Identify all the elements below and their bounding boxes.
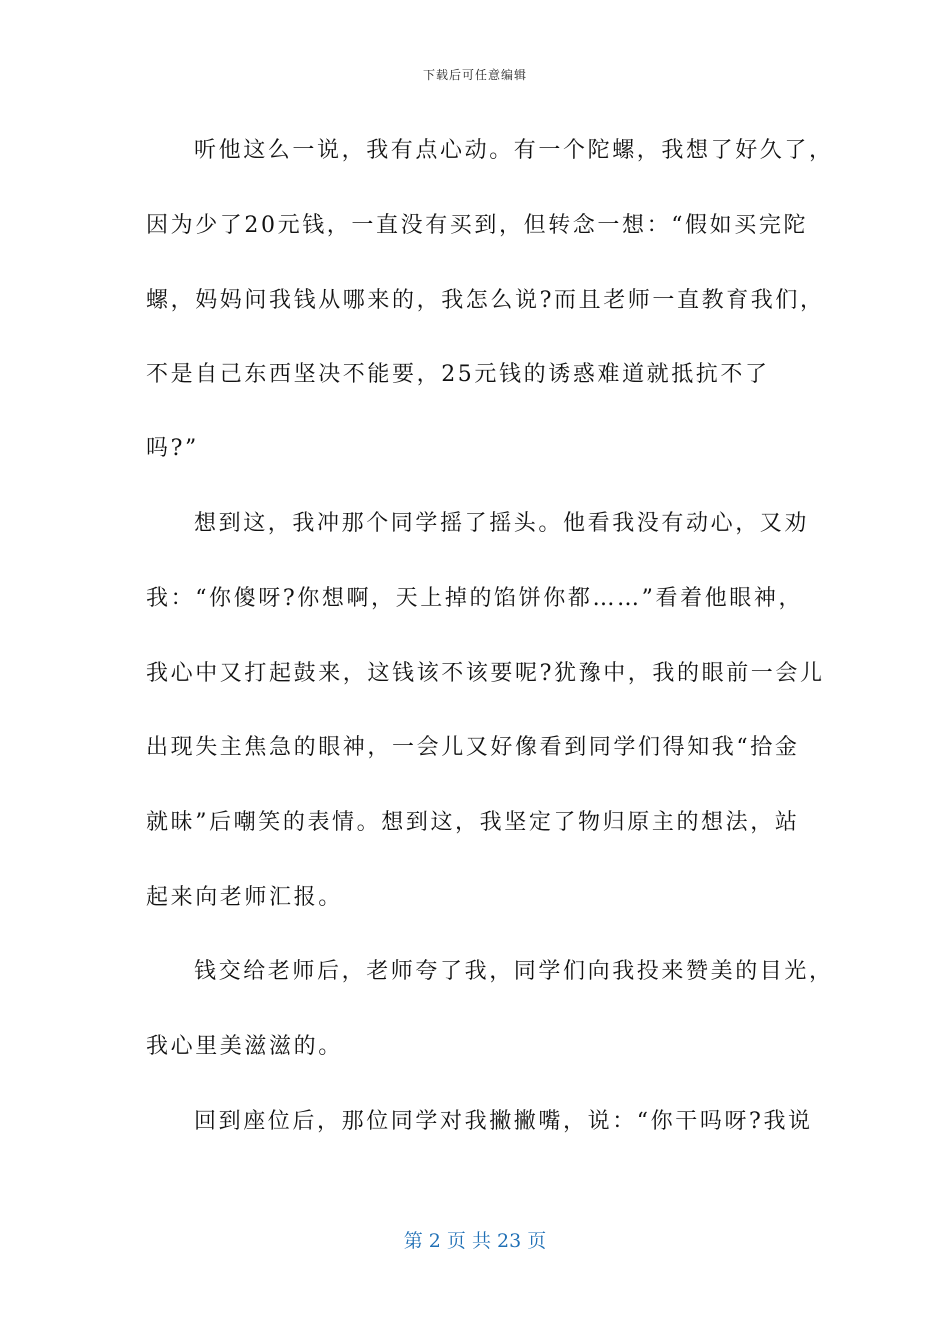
text-line: 我心中又打起鼓来，这钱该不该要呢?犹豫中，我的眼前一会儿 — [146, 661, 825, 686]
text-line: 因为少了20元钱，一直没有买到，但转念一想：“假如买完陀 — [146, 213, 809, 238]
text-line: 吗?” — [146, 436, 199, 461]
text-line: 就昧”后嘲笑的表情。想到这，我坚定了物归原主的想法，站 — [146, 810, 800, 835]
text-line: 不是自己东西坚决不能要，25元钱的诱惑难道就抵抗不了 — [146, 362, 770, 387]
text-line: 螺，妈妈问我钱从哪来的，我怎么说?而且老师一直教育我们， — [146, 288, 825, 313]
text-line: 起来向老师汇报。 — [146, 885, 343, 910]
text-line: 钱交给老师后，老师夸了我，同学们向我投来赞美的目光， — [194, 959, 834, 984]
page-number-footer — [0, 1226, 950, 1253]
page-number-text: 第 2 页 共 23 页 — [403, 1230, 547, 1252]
text-line: 我：“你傻呀?你想啊，天上掉的馅饼你都……”看着他眼神， — [146, 586, 804, 611]
page-header: 下载后可任意编辑 — [422, 68, 527, 82]
text-line: 想到这，我冲那个同学摇了摇头。他看我没有动心，又劝 — [194, 511, 810, 536]
text-line: 我心里美滋滋的。 — [146, 1034, 343, 1059]
text-line: 听他这么一说，我有点心动。有一个陀螺，我想了好久了， — [194, 138, 834, 163]
text-line: 回到座位后，那位同学对我撇撇嘴，说：“你干吗呀?我说 — [194, 1109, 813, 1134]
text-line: 出现失主焦急的眼神，一会儿又好像看到同学们得知我“拾金 — [146, 735, 800, 760]
